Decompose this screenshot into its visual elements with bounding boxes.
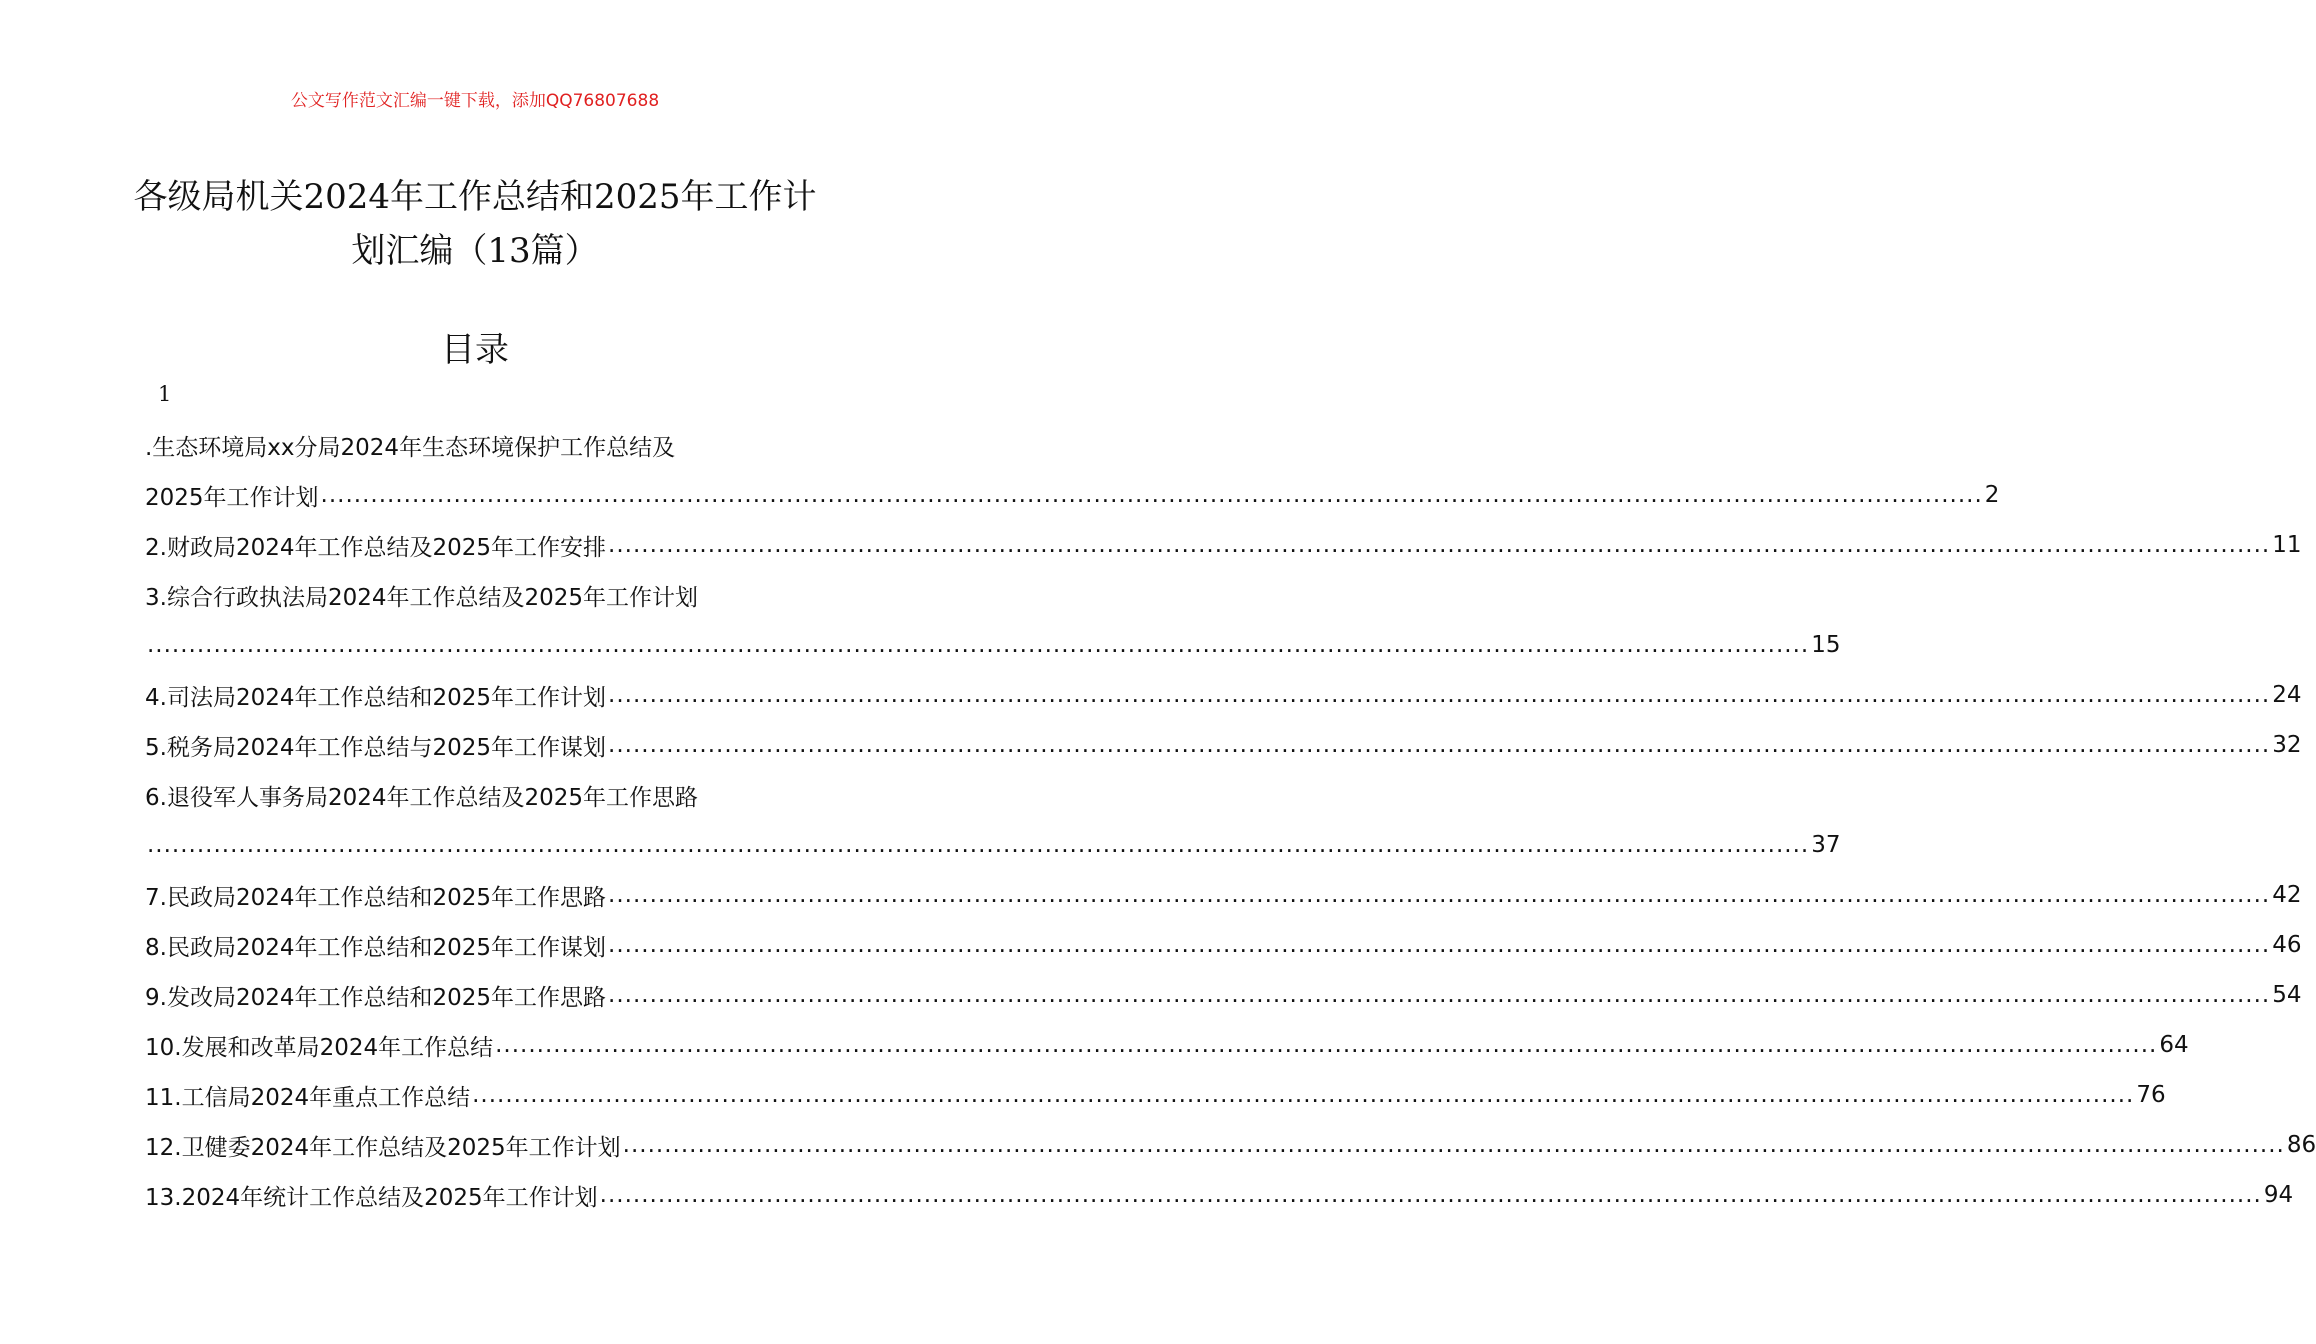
toc-entry-title: 7.民政局2024年工作总结和2025年工作思路	[145, 884, 607, 911]
toc-leader-dots: ........................................................................................................................................................................................................	[608, 932, 2271, 958]
toc-entry-10[interactable]	[145, 1020, 2189, 1070]
toc-entry-title: 5.税务局2024年工作总结与2025年工作谋划	[145, 734, 607, 761]
toc-entry-title: 2.财政局2024年工作总结及2025年工作安排	[145, 534, 607, 561]
toc-entry-title: 2025年工作计划	[145, 484, 319, 511]
toc-page-number: 15	[1811, 632, 1841, 658]
toc-entry-1-line2[interactable]	[145, 470, 2000, 520]
toc-leader-dots: ........................................................................................................................................................................................................	[495, 1032, 2158, 1058]
toc-leader-dots: ........................................................................................................................................................................................................	[608, 732, 2271, 758]
toc-entry-2[interactable]	[145, 520, 2302, 570]
toc-page-number: 64	[2159, 1032, 2189, 1058]
toc-entry-6-line2[interactable]	[145, 820, 1841, 870]
stray-number: 1	[158, 382, 172, 406]
toc-page-number: 2	[1984, 482, 2000, 508]
toc-page-number: 32	[2272, 732, 2302, 758]
toc-leader-dots: ........................................................................................................................................................................................................	[608, 532, 2271, 558]
toc-page-number: 86	[2286, 1132, 2316, 1158]
toc-entry-6-line1[interactable]	[145, 770, 805, 820]
toc-entry-13[interactable]	[145, 1170, 2294, 1220]
toc-heading: 目录	[441, 330, 509, 370]
toc-entry-title: .生态环境局xx分局2024年生态环境保护工作总结及	[145, 434, 676, 461]
toc-entry-title: 11.工信局2024年重点工作总结	[145, 1084, 471, 1111]
toc-entry-title: 3.综合行政执法局2024年工作总结及2025年工作计划	[145, 584, 699, 611]
toc-entry-title: 4.司法局2024年工作总结和2025年工作计划	[145, 684, 607, 711]
toc-entry-7[interactable]	[145, 870, 2302, 920]
toc-leader-dots: ........................................................................................................................................................................................................	[608, 882, 2271, 908]
document-title: 各级局机关2024年工作总结和2025年工作计划汇编（13篇）	[133, 177, 817, 271]
toc-entry-3-line2[interactable]	[145, 620, 1841, 670]
promo-banner[interactable]: 公文写作范文汇编一键下载，添加QQ76807688	[290, 91, 660, 111]
toc-leader-dots: ........................................................................................................................................................................................................	[147, 632, 1810, 658]
toc-page-number: 94	[2263, 1182, 2294, 1208]
toc-leader-dots: ........................................................................................................................................................................................................	[608, 982, 2271, 1008]
toc-page-number: 76	[2136, 1082, 2166, 1108]
toc-entry-5[interactable]	[145, 720, 2302, 770]
toc-page-number: 42	[2272, 882, 2302, 908]
toc-leader-dots: ........................................................................................................................................................................................................	[599, 1182, 2262, 1208]
toc-leader-dots: ........................................................................................................................................................................................................	[622, 1132, 2285, 1158]
toc-page-number: 11	[2272, 532, 2302, 558]
toc-entry-title: 9.发改局2024年工作总结和2025年工作思路	[145, 984, 607, 1011]
table-of-contents	[145, 420, 2316, 1220]
toc-page-number: 24	[2272, 682, 2302, 708]
toc-entry-title: 10.发展和改革局2024年工作总结	[145, 1034, 494, 1061]
toc-page-number: 37	[1811, 832, 1841, 858]
toc-entry-3-line1[interactable]	[145, 570, 805, 620]
toc-page-number: 46	[2272, 932, 2302, 958]
toc-entry-title: 13.2024年统计工作总结及2025年工作计划	[145, 1184, 598, 1211]
toc-entry-9[interactable]	[145, 970, 2302, 1020]
toc-entry-1-line1[interactable]	[145, 420, 805, 470]
toc-entry-title: 6.退役军人事务局2024年工作总结及2025年工作思路	[145, 784, 699, 811]
toc-leader-dots: ........................................................................................................................................................................................................	[147, 832, 1810, 858]
toc-leader-dots: ........................................................................................................................................................................................................	[472, 1082, 2135, 1108]
toc-entry-4[interactable]	[145, 670, 2302, 720]
toc-entry-11[interactable]	[145, 1070, 2166, 1120]
toc-page-number: 54	[2272, 982, 2302, 1008]
toc-entry-8[interactable]	[145, 920, 2302, 970]
toc-leader-dots: ........................................................................................................................................................................................................	[608, 682, 2271, 708]
toc-entry-12[interactable]	[145, 1120, 2316, 1170]
toc-entry-title: 8.民政局2024年工作总结和2025年工作谋划	[145, 934, 607, 961]
toc-entry-title: 12.卫健委2024年工作总结及2025年工作计划	[145, 1134, 621, 1161]
toc-leader-dots: ........................................................................................................................................................................................................	[320, 482, 1983, 508]
